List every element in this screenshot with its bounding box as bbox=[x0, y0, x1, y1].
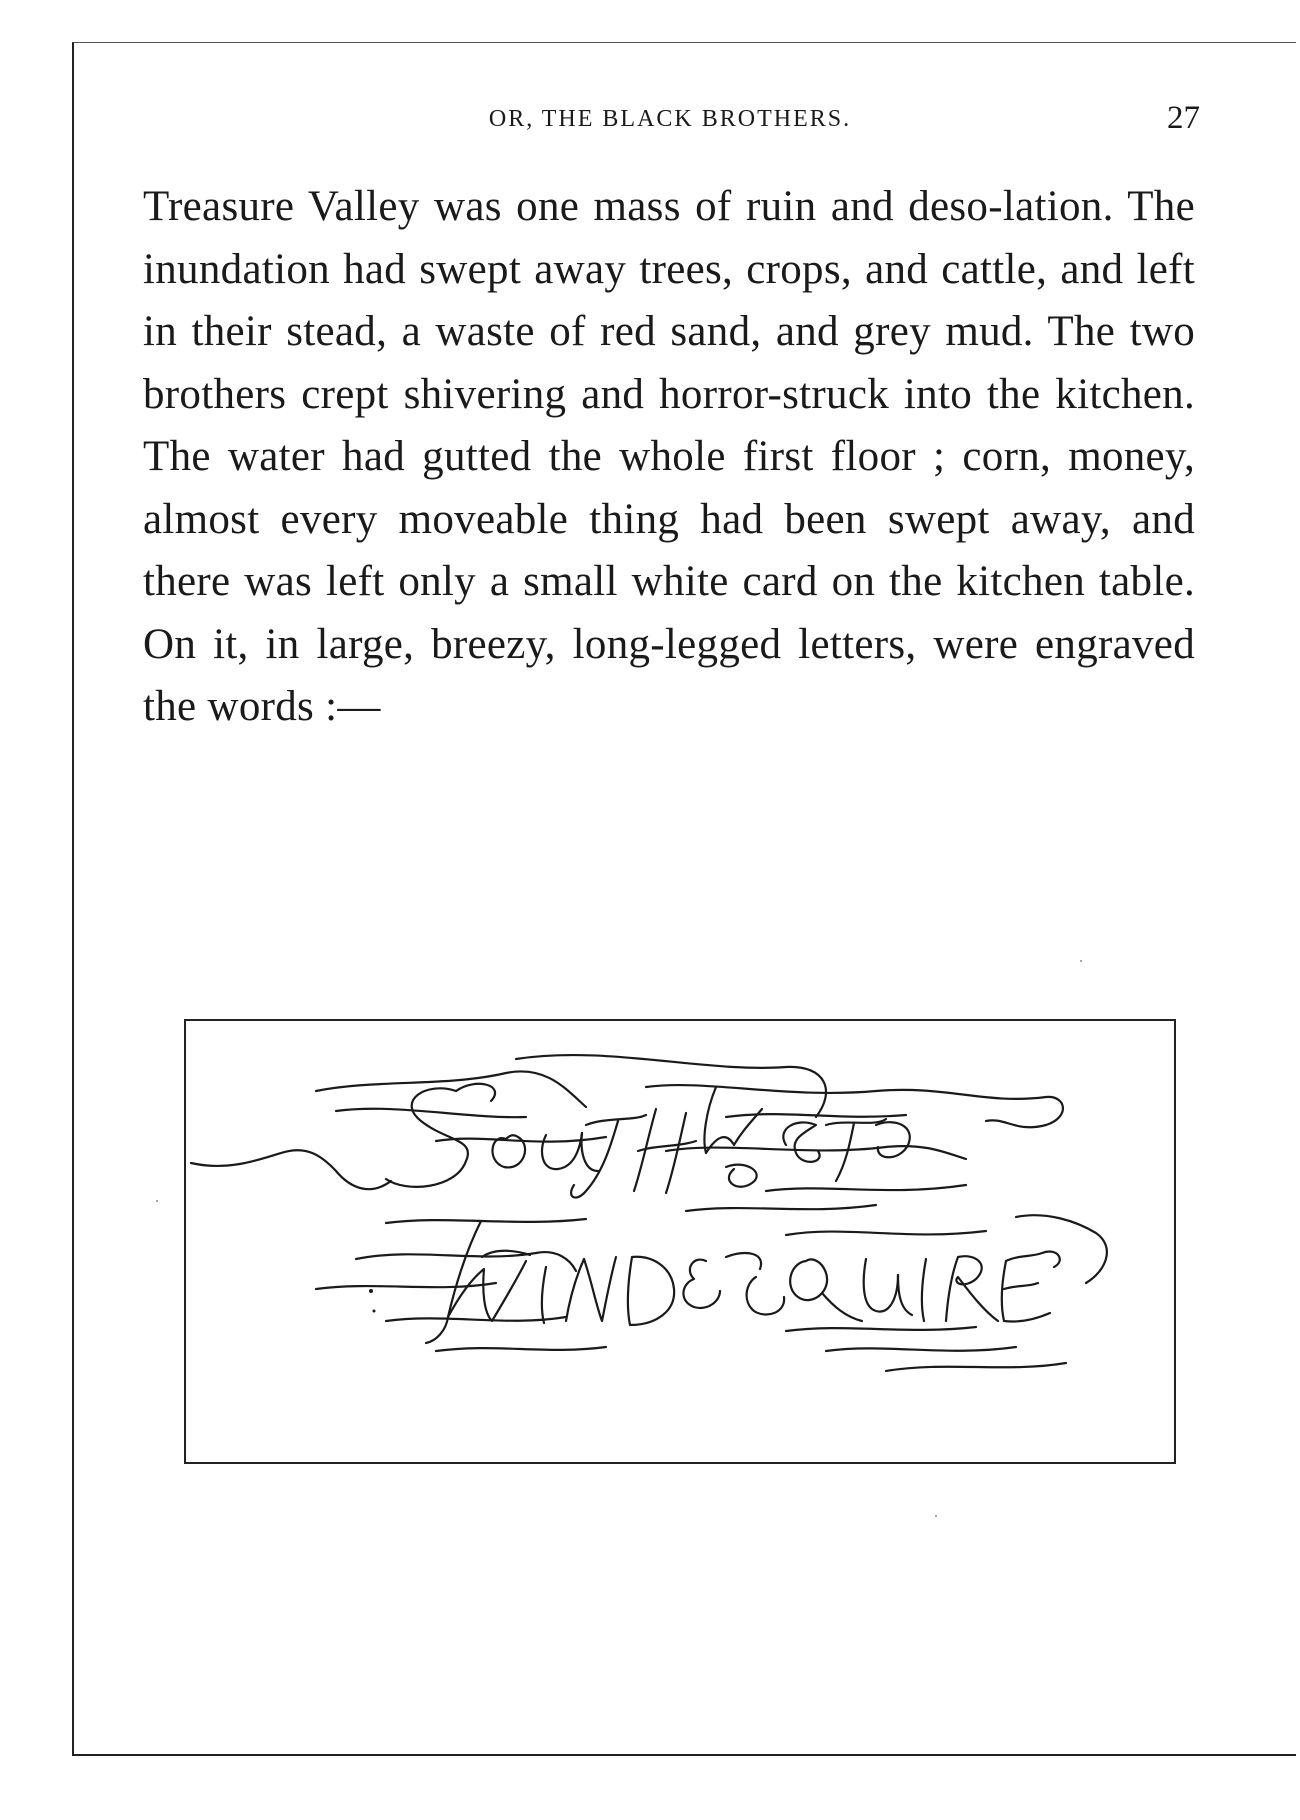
speck bbox=[1080, 960, 1082, 962]
running-head bbox=[140, 100, 1200, 140]
card-illustration bbox=[184, 1019, 1176, 1464]
running-title: OR, THE BLACK BROTHERS. bbox=[488, 106, 852, 132]
wind-lettering-drawing bbox=[186, 1021, 1174, 1462]
body-text bbox=[143, 176, 1195, 739]
speck bbox=[935, 1515, 937, 1517]
speck bbox=[156, 1200, 158, 1202]
paragraph: Treasure Valley was one mass of ruin and deso-lation. The inundation had swept away trees, crops, and cattle, and left in their stead, a waste of red sand, and grey mud. The two brothers crept shivering and horror-struck into the kitchen. The water had gutted the whole first floor ; corn, money, almost every moveable thing had been swept away, and there was left only a small white card on the kitchen table. On it, in large, breezy, long-legged letters, were engraved the words :— bbox=[143, 183, 1195, 730]
page-number: 27 bbox=[1167, 100, 1200, 136]
